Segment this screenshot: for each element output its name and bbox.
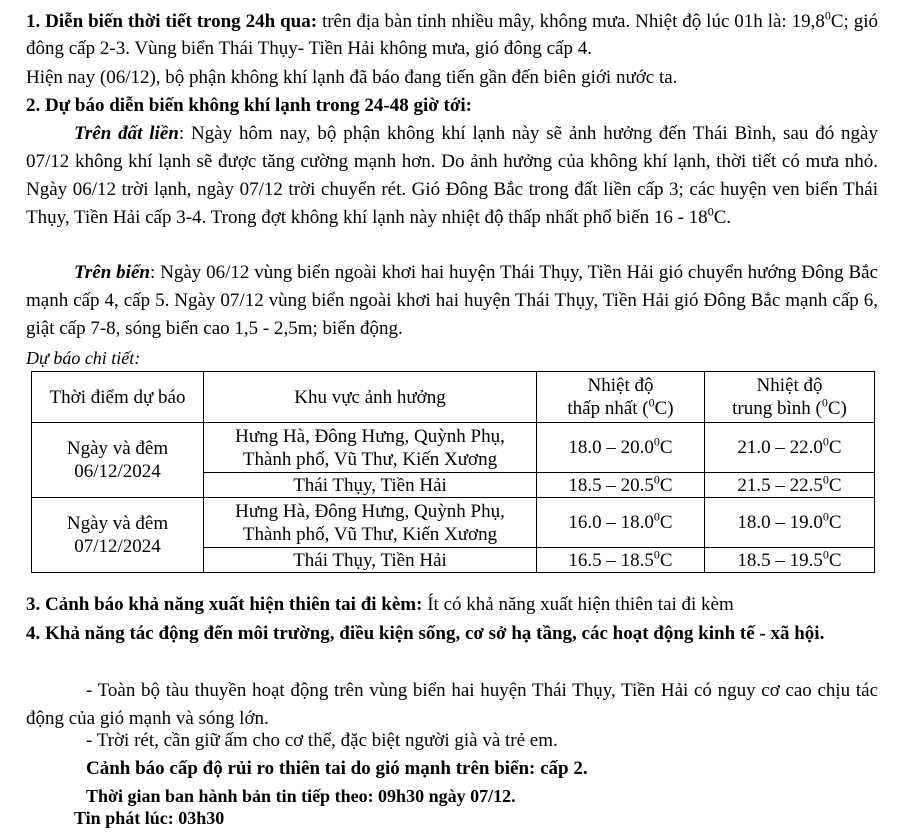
date-line-2: 07/12/2024 — [74, 536, 161, 557]
temp-unit: C — [659, 512, 673, 533]
temp-unit: C — [659, 474, 673, 496]
min-temp-cell — [537, 498, 705, 548]
header-min-line1: Nhiệt độ — [587, 375, 654, 396]
min-temp-cell — [537, 423, 705, 473]
avg-temp-cell — [705, 473, 875, 498]
area-cell: Thái Thụy, Tiền Hải — [204, 473, 537, 498]
header-min-line2 — [541, 397, 700, 420]
sea-forecast-paragraph — [26, 259, 878, 343]
date-cell-day-2 — [32, 498, 204, 573]
section-1-text-cont: C; gió đông cấp 2-3. Vùng biển Thái Thụy- Tiền Hải không mưa, gió đông cấp 4. — [26, 11, 878, 59]
date-cell-day-1 — [32, 423, 204, 498]
degree-sup: 0 — [653, 434, 660, 449]
section-3-paragraph — [26, 591, 878, 618]
date-line-2: 06/12/2024 — [74, 461, 161, 482]
min-temp-value: 16.5 – 18.5 — [568, 549, 654, 571]
land-forecast-paragraph — [26, 120, 878, 232]
temp-unit: C — [828, 474, 842, 496]
temp-unit: C — [659, 549, 673, 571]
avg-temp-value: 21.5 – 22.5 — [737, 474, 823, 496]
min-temp-value: 16.0 – 18.0 — [568, 512, 654, 533]
land-text: : Ngày hôm nay, bộ phận không khí lạnh này sẽ ảnh hưởng đến Thái Bình, sau đó ngày 07/12 không khí lạnh sẽ được tăng cường mạnh hơn. Do ảnh hưởng của không khí lạnh, thời tiết có mưa nhỏ. Ngày 06/12 trời lạnh, ngày 07/12 trời chuyển rét. Gió Đông Bắc trong đất liền cấp 3; các huyện ven biển Thái Thụy, Tiền Hải cấp 3-4. Trong đợt không khí lạnh này nhiệt độ thấp nhất phổ biến 16 - 18 — [26, 123, 878, 228]
header-avg-text: trung bình ( — [732, 398, 822, 419]
table-caption: Dự báo chi tiết: — [26, 348, 141, 368]
header-avg-close: C) — [827, 398, 847, 419]
min-temp-value: 18.5 – 20.5 — [568, 474, 654, 496]
risk-warning — [86, 755, 878, 782]
area-line-2: Thành phố, Vũ Thư, Kiến Xương — [242, 523, 498, 545]
temp-unit: C — [828, 549, 842, 571]
table-header-row — [32, 372, 875, 423]
avg-temp-value: 18.0 – 19.0 — [737, 512, 823, 533]
table-row — [32, 498, 875, 548]
header-min-text: thấp nhất ( — [567, 398, 649, 419]
section-2-heading — [26, 92, 878, 119]
issued-time — [74, 805, 474, 832]
header-avg-temp — [705, 372, 875, 423]
date-line-1: Ngày và đêm — [66, 513, 169, 534]
area-cell — [204, 498, 537, 548]
section-1-heading: 1. Diễn biến thời tiết trong 24h qua: — [26, 11, 318, 32]
header-min-temp — [537, 372, 705, 423]
area-cell — [204, 423, 537, 473]
header-avg-line2 — [709, 397, 870, 420]
section-1-line-2: Hiện nay (06/12), bộ phận không khí lạnh đã báo đang tiến gần đến biên giới nước ta. — [26, 67, 678, 88]
area-line-1: Hưng Hà, Đông Hưng, Quỳnh Phụ, — [235, 500, 505, 522]
avg-temp-cell — [705, 423, 875, 473]
degree-sup: 0 — [822, 434, 829, 449]
degree-sup: 0 — [653, 472, 660, 487]
temp-unit: C — [828, 512, 842, 533]
section-1-text: trên địa bàn tỉnh nhiều mây, không mưa. Nhiệt độ lúc 01h là: 19,8 — [317, 11, 825, 32]
avg-temp-cell — [705, 548, 875, 573]
section-3-text: Ít có khả năng xuất hiện thiên tai đi kèm — [422, 594, 734, 615]
area-cell: Thái Thụy, Tiền Hải — [204, 548, 537, 573]
degree-sup: 0 — [707, 204, 714, 219]
area-line-2: Thành phố, Vũ Thư, Kiến Xương — [242, 448, 498, 470]
temp-unit: C — [659, 437, 673, 458]
section-4-bullet-2: - Trời rét, cần giữ ấm cho cơ thể, đặc biệt người già và trẻ em. — [86, 730, 558, 751]
avg-temp-cell — [705, 498, 875, 548]
table-row — [32, 423, 875, 473]
degree-sup: 0 — [653, 547, 660, 562]
forecast-table — [31, 371, 875, 573]
min-temp-value: 18.0 – 20.0 — [568, 437, 654, 458]
section-4-heading-text: 4. Khả năng tác động đến môi trường, điều kiện sống, cơ sở hạ tầng, các hoạt động kinh tế - xã hội. — [26, 623, 825, 644]
section-4-heading — [26, 620, 878, 648]
section-4-bullet-1: - Toàn bộ tàu thuyền hoạt động trên vùng biển hai huyện Thái Thụy, Tiền Hải có nguy cơ cao chịu tác động của gió mạnh và sóng lớn. — [26, 680, 878, 729]
header-avg-line1: Nhiệt độ — [756, 375, 823, 396]
degree-sup: 0 — [653, 509, 660, 524]
avg-temp-value: 18.5 – 19.5 — [737, 549, 823, 571]
header-min-close: C) — [654, 398, 674, 419]
temp-unit: C — [828, 437, 842, 458]
min-temp-cell — [537, 548, 705, 573]
header-area: Khu vực ảnh hưởng — [204, 372, 537, 423]
land-text-end: C. — [713, 207, 732, 228]
sea-label: Trên biển — [74, 262, 150, 283]
risk-warning-text: Cảnh báo cấp độ rủi ro thiên tai do gió mạnh trên biển: cấp 2. — [86, 758, 588, 779]
degree-sup: 0 — [821, 395, 828, 410]
issued-time-text: Tin phát lúc: 03h30 — [74, 808, 225, 828]
section-1-paragraph — [26, 8, 878, 62]
avg-temp-value: 21.0 – 22.0 — [737, 437, 823, 458]
section-2-heading-text: 2. Dự báo diễn biến không khí lạnh trong 24-48 giờ tới: — [26, 95, 472, 116]
area-line-1: Hưng Hà, Đông Hưng, Quỳnh Phụ, — [235, 425, 505, 447]
section-3-heading: 3. Cảnh báo khả năng xuất hiện thiên tai đi kèm: — [26, 594, 423, 615]
sea-text: : Ngày 06/12 vùng biển ngoài khơi hai huyện Thái Thụy, Tiền Hải gió chuyển hướng Đông Bắc mạnh cấp 4, cấp 5. Ngày 07/12 vùng biển ngoài khơi hai huyện Thái Thụy, Tiền Hải gió Đông Bắc mạnh cấp 6, giật cấp 7-8, sóng biển cao 1,5 - 2,5m; biển động. — [26, 262, 879, 339]
degree-sup: 0 — [824, 8, 831, 23]
date-line-1: Ngày và đêm — [66, 438, 169, 459]
degree-sup: 0 — [822, 509, 829, 524]
min-temp-cell — [537, 473, 705, 498]
land-label: Trên đất liền — [74, 123, 179, 144]
degree-sup: 0 — [822, 472, 829, 487]
next-bulletin-text: Thời gian ban hành bản tin tiếp theo: 09h30 ngày 07/12. — [86, 786, 516, 806]
header-time: Thời điểm dự báo — [32, 372, 204, 423]
degree-sup: 0 — [822, 547, 829, 562]
degree-sup: 0 — [648, 395, 655, 410]
